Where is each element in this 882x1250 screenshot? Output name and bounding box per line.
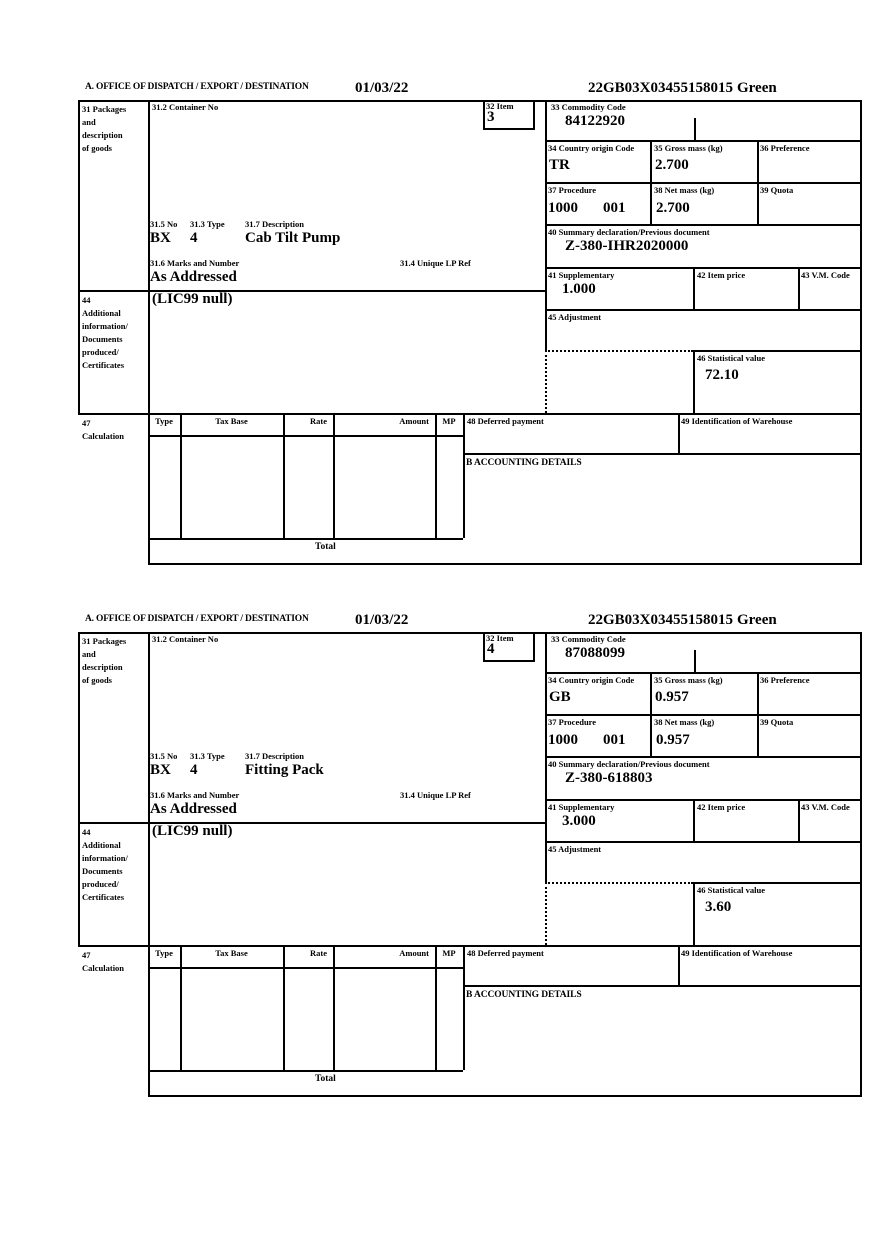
box44-label-line: 44 [82, 827, 91, 837]
box31-label-line: 31 Packages [82, 104, 127, 114]
grid-line [483, 660, 535, 662]
previous-document-label: 40 Summary declaration/Previous document [548, 227, 710, 237]
grid-line [148, 538, 463, 540]
grid-line [694, 650, 696, 672]
grid-line [283, 413, 285, 538]
net-mass-value: 0.957 [656, 732, 690, 748]
origin-country-label: 34 Country origin Code [548, 143, 635, 153]
total-label: Total [315, 542, 336, 552]
commodity-code-label: 33 Commodity Code [551, 634, 626, 644]
box44-label [82, 826, 146, 904]
grid-line [463, 453, 862, 455]
total-label: Total [315, 1074, 336, 1084]
procedure-extra-value: 001 [603, 200, 626, 216]
grid-line [650, 672, 652, 756]
marks-value: As Addressed [150, 269, 237, 285]
procedure-code-value: 1000 [548, 732, 578, 748]
box44-label-line: Additional [82, 308, 121, 318]
grid-line [693, 350, 695, 413]
grid-line [545, 224, 862, 226]
accounting-details-header: B ACCOUNTING DETAILS [466, 458, 582, 468]
vm-code-label: 43 V.M. Code [801, 270, 850, 280]
calc-rate-header: Rate [310, 416, 327, 426]
package-code-value: BX [150, 762, 171, 778]
box31-label-line: description [82, 662, 123, 672]
grid-line [545, 309, 862, 311]
box47-label-line: Calculation [82, 431, 125, 441]
grid-line [545, 672, 862, 674]
calc-tax-base-header: Tax Base [215, 416, 248, 426]
grid-line [860, 632, 862, 1095]
box44-label-line: information/ [82, 321, 128, 331]
grid-line [435, 945, 437, 1070]
dotted-grid-line [545, 350, 693, 352]
supplementary-label: 41 Supplementary [548, 270, 615, 280]
item-price-label: 42 Item price [697, 802, 746, 812]
box44-label-line: 44 [82, 295, 91, 305]
supplementary-value: 3.000 [562, 813, 596, 829]
box44-label [82, 294, 146, 372]
grid-line [533, 100, 535, 128]
package-type-label: 31.3 Type [190, 219, 225, 229]
calc-rate-header: Rate [310, 948, 327, 958]
calc-tax-base-header: Tax Base [215, 948, 248, 958]
statistical-value: 72.10 [705, 367, 739, 383]
item-number-value: 4 [487, 641, 495, 657]
grid-line [860, 100, 862, 563]
grid-line [678, 945, 680, 985]
grid-line [650, 140, 652, 224]
grid-line [545, 714, 862, 716]
grid-line [463, 945, 465, 1070]
grid-line [283, 945, 285, 1070]
deferred-payment-label: 48 Deferred payment [467, 948, 544, 958]
grid-line [545, 140, 862, 142]
statistical-value-label: 46 Statistical value [697, 353, 765, 363]
grid-line [545, 632, 547, 882]
preference-label: 36 Preference [760, 675, 810, 685]
calc-mp-header: MP [442, 948, 456, 958]
grid-line [435, 413, 437, 538]
grid-line [545, 182, 862, 184]
net-mass-label: 38 Net mass (kg) [654, 185, 715, 195]
box31-label-line: of goods [82, 675, 112, 685]
box31-label-line: and [82, 649, 96, 659]
calc-type-header: Type [155, 948, 173, 958]
deferred-payment-label: 48 Deferred payment [467, 416, 544, 426]
box31-label-line: and [82, 117, 96, 127]
procedure-label: 37 Procedure [548, 185, 597, 195]
marks-label: 31.6 Marks and Number [150, 258, 240, 268]
calc-amount-header: Amount [399, 416, 429, 426]
grid-line [483, 128, 535, 130]
entry-number: 22GB03X03455158015 [588, 80, 734, 96]
calc-mp-header: MP [442, 416, 456, 426]
grid-line [545, 799, 862, 801]
supplementary-label: 41 Supplementary [548, 802, 615, 812]
grid-line [148, 1070, 463, 1072]
declaration-date: 01/03/22 [355, 612, 409, 628]
origin-country-value: GB [549, 689, 571, 705]
accounting-details-header: B ACCOUNTING DETAILS [466, 990, 582, 1000]
dotted-grid-line [545, 882, 693, 884]
box44-label-line: Documents [82, 866, 123, 876]
box44-label-line: information/ [82, 853, 128, 863]
box44-label-line: Documents [82, 334, 123, 344]
container-no-label: 31.2 Container No [152, 634, 219, 644]
package-no-label: 31.5 No [150, 219, 178, 229]
gross-mass-label: 35 Gross mass (kg) [654, 675, 723, 685]
box44-label-line: Additional [82, 840, 121, 850]
additional-info-value: (LIC99 null) [152, 291, 233, 307]
grid-line [148, 1095, 862, 1097]
procedure-extra-value: 001 [603, 732, 626, 748]
warehouse-id-label: 49 Identification of Warehouse [681, 948, 793, 958]
declaration-item-block [0, 612, 882, 1117]
grid-line [148, 100, 150, 563]
commodity-code-value: 84122920 [565, 113, 625, 129]
grid-line [148, 563, 862, 565]
package-no-label: 31.5 No [150, 751, 178, 761]
office-of-dispatch-header: A. OFFICE OF DISPATCH / EXPORT / DESTINATION [85, 82, 309, 92]
previous-document-label: 40 Summary declaration/Previous document [548, 759, 710, 769]
box44-label-line: Certificates [82, 360, 125, 370]
grid-line [757, 672, 759, 756]
route-status: Green [737, 612, 777, 628]
grid-line [180, 413, 182, 538]
grid-line [545, 267, 862, 269]
vm-code-label: 43 V.M. Code [801, 802, 850, 812]
grid-line [545, 756, 862, 758]
origin-country-label: 34 Country origin Code [548, 675, 635, 685]
route-status: Green [737, 80, 777, 96]
procedure-label: 37 Procedure [548, 717, 597, 727]
quota-label: 39 Quota [760, 717, 794, 727]
supplementary-value: 1.000 [562, 281, 596, 297]
grid-line [463, 413, 465, 538]
grid-line [148, 435, 463, 437]
adjustment-label: 45 Adjustment [548, 844, 602, 854]
grid-line [693, 882, 695, 945]
grid-line [693, 882, 862, 884]
warehouse-id-label: 49 Identification of Warehouse [681, 416, 793, 426]
origin-country-value: TR [549, 157, 570, 173]
grid-line [694, 118, 696, 140]
item-price-label: 42 Item price [697, 270, 746, 280]
box47-label-line: Calculation [82, 963, 125, 973]
grid-line [533, 632, 535, 660]
goods-description-value: Fitting Pack [245, 762, 324, 778]
grid-line [148, 967, 463, 969]
unique-lp-ref-label: 31.4 Unique LP Ref [400, 258, 471, 268]
box47-label [82, 417, 146, 443]
statistical-value-label: 46 Statistical value [697, 885, 765, 895]
grid-line [798, 799, 800, 841]
previous-document-value: Z-380-IHR2020000 [565, 238, 689, 254]
item-number-value: 3 [487, 109, 495, 125]
box31-label [82, 103, 144, 155]
package-type-value: 4 [190, 762, 198, 778]
grid-line [333, 413, 335, 538]
grid-line [757, 140, 759, 224]
statistical-value: 3.60 [705, 899, 732, 915]
goods-description-value: Cab Tilt Pump [245, 230, 341, 246]
grid-line [545, 841, 862, 843]
grid-line [148, 632, 150, 1095]
additional-info-value: (LIC99 null) [152, 823, 233, 839]
package-type-label: 31.3 Type [190, 751, 225, 761]
grid-line [463, 985, 862, 987]
net-mass-value: 2.700 [656, 200, 690, 216]
entry-number: 22GB03X03455158015 [588, 612, 734, 628]
grid-line [678, 413, 680, 453]
gross-mass-label: 35 Gross mass (kg) [654, 143, 723, 153]
dotted-grid-line [545, 882, 547, 945]
package-code-value: BX [150, 230, 171, 246]
box31-label-line: of goods [82, 143, 112, 153]
description-label: 31.7 Description [245, 751, 305, 761]
declaration-date: 01/03/22 [355, 80, 409, 96]
box31-label-line: description [82, 130, 123, 140]
box44-label-line: produced/ [82, 879, 119, 889]
marks-label: 31.6 Marks and Number [150, 790, 240, 800]
procedure-code-value: 1000 [548, 200, 578, 216]
item-number-label: 32 Item [486, 101, 514, 111]
preference-label: 36 Preference [760, 143, 810, 153]
grid-line [545, 100, 547, 350]
box47-label-line: 47 [82, 950, 91, 960]
grid-line [693, 350, 862, 352]
box44-label-line: produced/ [82, 347, 119, 357]
dotted-grid-line [545, 350, 547, 413]
box31-label [82, 635, 144, 687]
grid-line [483, 632, 485, 660]
grid-line [78, 100, 80, 413]
grid-line [693, 799, 695, 841]
calc-amount-header: Amount [399, 948, 429, 958]
gross-mass-value: 0.957 [655, 689, 689, 705]
box47-label-line: 47 [82, 418, 91, 428]
grid-line [798, 267, 800, 309]
grid-line [78, 413, 862, 415]
grid-line [78, 632, 80, 945]
grid-line [693, 267, 695, 309]
calc-type-header: Type [155, 416, 173, 426]
item-number-label: 32 Item [486, 633, 514, 643]
box44-label-line: Certificates [82, 892, 125, 902]
grid-line [78, 945, 862, 947]
adjustment-label: 45 Adjustment [548, 312, 602, 322]
box47-label [82, 949, 146, 975]
commodity-code-value: 87088099 [565, 645, 625, 661]
office-of-dispatch-header: A. OFFICE OF DISPATCH / EXPORT / DESTINATION [85, 614, 309, 624]
box31-label-line: 31 Packages [82, 636, 127, 646]
grid-line [483, 100, 485, 128]
commodity-code-label: 33 Commodity Code [551, 102, 626, 112]
net-mass-label: 38 Net mass (kg) [654, 717, 715, 727]
description-label: 31.7 Description [245, 219, 305, 229]
previous-document-value: Z-380-618803 [565, 770, 653, 786]
declaration-item-block [0, 80, 882, 585]
package-type-value: 4 [190, 230, 198, 246]
unique-lp-ref-label: 31.4 Unique LP Ref [400, 790, 471, 800]
quota-label: 39 Quota [760, 185, 794, 195]
grid-line [333, 945, 335, 1070]
container-no-label: 31.2 Container No [152, 102, 219, 112]
grid-line [180, 945, 182, 1070]
gross-mass-value: 2.700 [655, 157, 689, 173]
marks-value: As Addressed [150, 801, 237, 817]
